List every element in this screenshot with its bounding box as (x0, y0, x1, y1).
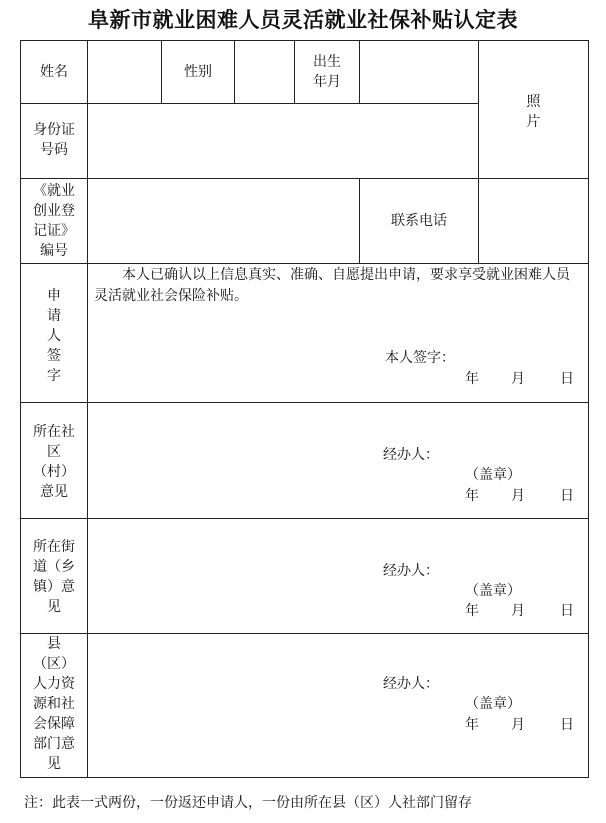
date-day: 日 (560, 488, 574, 504)
handler-label: 经办人： (383, 676, 439, 692)
column-divider (234, 40, 235, 103)
column-divider (478, 40, 479, 263)
seal-label: （盖章） (465, 467, 521, 483)
handler-label: 经办人： (383, 563, 439, 579)
declaration-text: 本人已确认以上信息真实、准确、自愿提出申请，要求享受就业困难人员灵活就业社会保险补贴。 (94, 267, 570, 304)
row-divider (20, 633, 589, 634)
date-year: 年 (465, 603, 479, 619)
row-divider (20, 178, 589, 179)
date-month: 月 (511, 488, 525, 504)
birth-label: 出生 年月 (313, 54, 341, 90)
applicant-signature-label: 申 请 人 签 字 (47, 288, 61, 384)
handler-label: 经办人： (383, 447, 439, 463)
row-divider (20, 518, 589, 519)
table-border-top (20, 40, 589, 41)
table-border-right (588, 40, 589, 778)
date-day: 日 (560, 371, 574, 387)
date-day: 日 (560, 717, 574, 733)
community-opinion-label: 所在社 区 （村） 意见 (33, 424, 75, 500)
date-month: 月 (511, 717, 525, 733)
date-month: 月 (511, 371, 525, 387)
row-divider (20, 263, 589, 264)
cert-number-label: 《就业 创业登 记证》 编号 (33, 183, 75, 259)
date-month: 月 (511, 603, 525, 619)
footnote: 注：此表一式两份，一份返还申请人，一份由所在县（区）人社部门留存 (24, 795, 472, 811)
seal-label: （盖章） (465, 696, 521, 712)
table-border-bottom (20, 777, 589, 778)
form-title: 阜新市就业困难人员灵活就业社保补贴认定表 (88, 7, 518, 32)
row-divider (20, 402, 589, 403)
date-year: 年 (465, 371, 479, 387)
street-opinion-label: 所在街 道（乡 镇）意 见 (33, 539, 75, 615)
id-number-label: 身份证 号码 (33, 122, 75, 158)
phone-label: 联系电话 (391, 213, 447, 229)
name-label: 姓名 (40, 64, 68, 80)
gender-label: 性别 (184, 64, 212, 80)
seal-label: （盖章） (465, 583, 521, 599)
county-opinion-label: 县 （区） 人力资 源和社 会保障 部门意 见 (33, 636, 75, 772)
column-divider (87, 40, 88, 778)
photo-label: 照 片 (526, 94, 541, 130)
date-year: 年 (465, 717, 479, 733)
date-day: 日 (560, 603, 574, 619)
signature-label: 本人签字： (385, 350, 455, 366)
column-divider (359, 40, 360, 103)
date-year: 年 (465, 488, 479, 504)
row-divider (20, 103, 478, 104)
